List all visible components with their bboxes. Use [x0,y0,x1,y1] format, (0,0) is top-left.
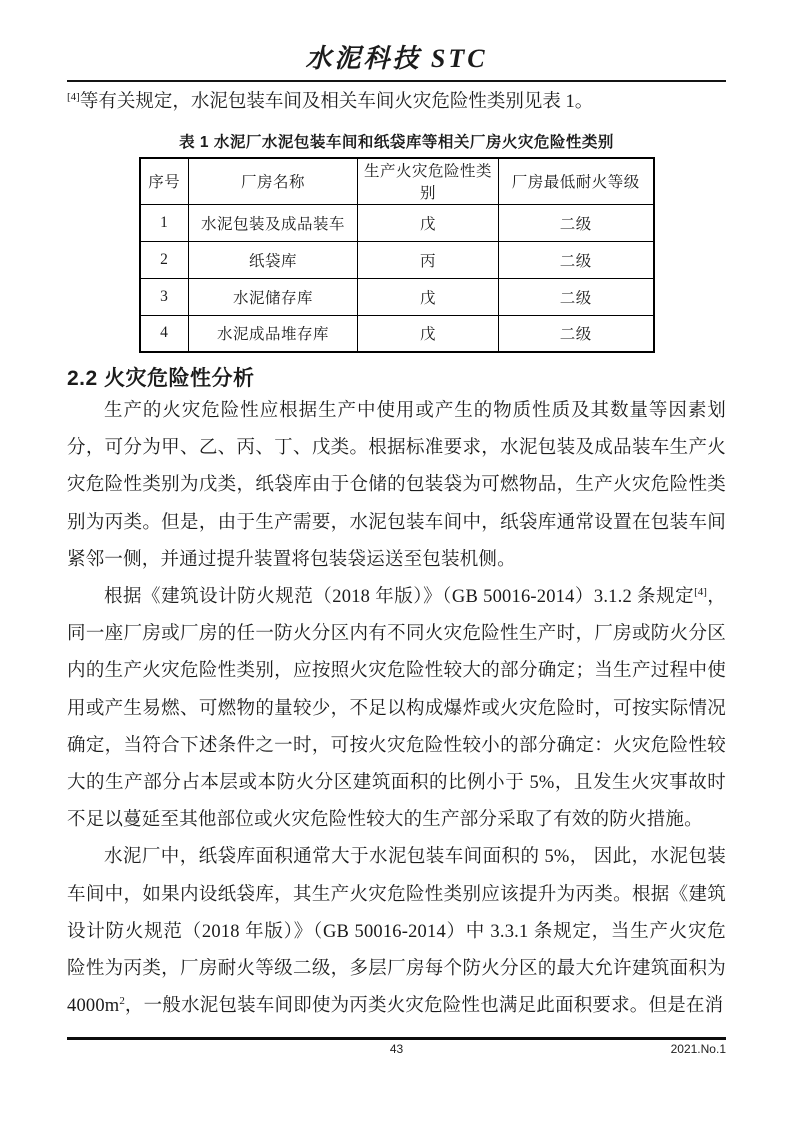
intro-text: 等有关规定，水泥包装车间及相关车间火灾危险性类别见表 1。 [79,92,594,112]
reference-superscript: [4] [694,585,707,598]
section-heading: 2.2 火灾危险性分析 [67,367,255,390]
paragraph-3-text: 水泥厂中，纸袋库面积通常大于水泥包装车间面积的 5%， 因此，水泥包装车间中，如果内设纸袋库，其生产火灾危险性类别应该提升为丙类。根据《建筑设计防火规范（2018 年版）》（GB 50016-2014）中 3.3.1 条规定，当生产火灾危险性为丙类，厂房耐火等级二级，多层厂房每个防火分区的最大允许建筑面积为4000m [67,847,726,1017]
cell-hazard-class: 戊 [358,315,499,352]
issue-number: 2021.No.1 [670,1042,726,1056]
cell-hazard-class: 戊 [358,278,499,315]
cell-building-name: 纸袋库 [189,241,358,278]
cell-index: 4 [140,315,189,352]
col-header-fire-resistance: 厂房最低耐火等级 [499,158,654,204]
page-number: 43 [389,1042,404,1056]
paragraph-2 [67,579,726,839]
paragraph-3-text: ，一般水泥包装车间即使为丙类火灾危险性也满足此面积要求。但是在消 [124,996,724,1017]
cell-index: 3 [140,278,189,315]
cell-fire-resistance: 二级 [499,278,654,315]
table-row [140,278,654,315]
cell-hazard-class: 戊 [358,204,499,241]
intro-paragraph [67,84,726,121]
header-rule [67,80,726,82]
cell-building-name: 水泥包装及成品装车 [189,204,358,241]
cell-building-name: 水泥成品堆存库 [189,315,358,352]
fire-hazard-table [139,157,655,353]
reference-superscript: [4] [67,90,80,103]
table-caption: 表 1 水泥厂水泥包装车间和纸袋库等相关厂房火灾危险性类别 [179,134,614,151]
table-row [140,204,654,241]
cell-index: 2 [140,241,189,278]
col-header-hazard-class: 生产火灾危险性类别 [358,158,499,204]
cell-fire-resistance: 二级 [499,315,654,352]
cell-fire-resistance: 二级 [499,204,654,241]
cell-building-name: 水泥储存库 [189,278,358,315]
paragraph-2-text: ，同一座厂房或厂房的任一防火分区内有不同火灾危险性生产时，厂房或防火分区内的生产火灾危险性类别，应按照火灾危险性较大的部分确定；当生产过程中使用或产生易燃、可燃物的量较少，不足以构成爆炸或火灾危险时，可按实际情况确定，当符合下述条件之一时，可按火灾危险性较小的部分确定：火灾危险性较大的生产部分占本层或本防火分区建筑面积的比例小于 5%，且发生火灾事故时不足以蔓延至其他部位或火灾危险性较大的生产部分采取了有效的防火措施。 [67,587,726,831]
col-header-building-name: 厂房名称 [189,158,358,204]
cell-fire-resistance: 二级 [499,241,654,278]
table-row [140,241,654,278]
page-footer [67,1037,726,1062]
cell-index: 1 [140,204,189,241]
paragraph-1: 生产的火灾危险性应根据生产中使用或产生的物质性质及其数量等因素划分，可分为甲、乙、丙、丁、戊类。根据标准要求，水泥包装及成品装车生产火灾危险性类别为戊类，纸袋库由于仓储的包装袋为可燃物品，生产火灾危险性类别为丙类。但是，由于生产需要，水泥包装车间中，纸袋库通常设置在包装车间紧邻一侧，并通过提升装置将包装袋运送至包装机侧。 [67,401,726,570]
table-header-row [140,158,654,204]
table-row [140,315,654,352]
footer-rule [67,1037,726,1040]
col-header-index: 序号 [140,158,189,204]
journal-title: 水泥科技 STC [305,44,488,73]
cell-hazard-class: 丙 [358,241,499,278]
paragraph-2-text: 根据《建筑设计防火规范（2018 年版）》（GB 50016-2014）3.1.2 条规定 [104,587,695,608]
paragraph-3 [67,839,726,1025]
squared-superscript: 2 [119,995,125,1008]
journal-header [67,38,726,75]
